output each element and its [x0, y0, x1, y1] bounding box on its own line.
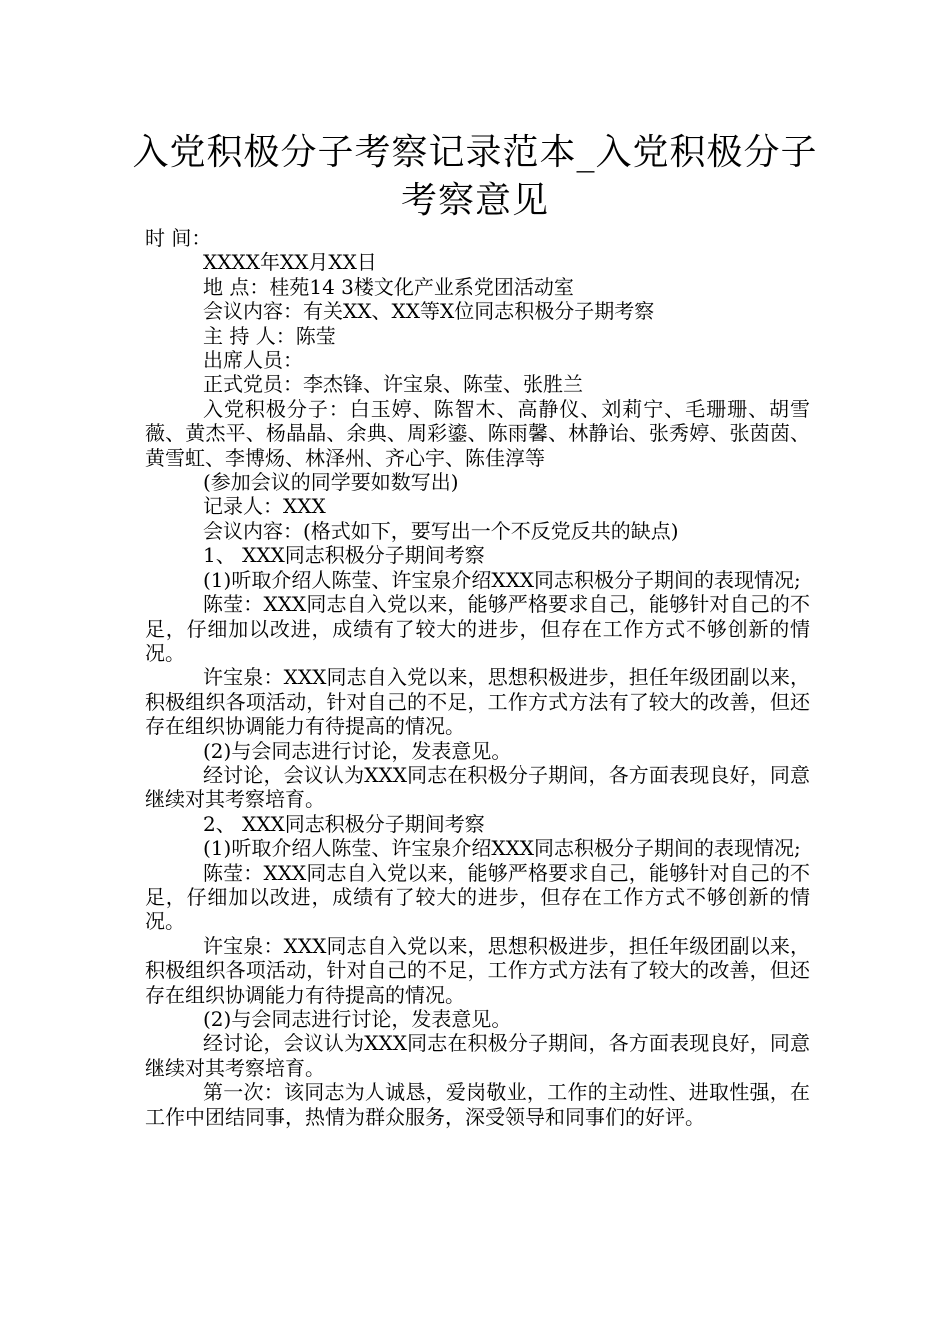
paragraph-section-1-intro: (1)听取介绍人陈莹、许宝泉介绍XXX同志积极分子期间的表现情况; — [203, 567, 801, 592]
paragraph-section-2-xu: 许宝泉：XXX同志自入党以来，思想积极进步，担任年级团副以来，积极组织各项活动，针对自己的不足，工作方式方法有了较大的改善，但还存在组织协调能力有待提高的情况。 — [145, 933, 810, 1007]
paragraph-host: 主 持 人：陈莹 — [203, 323, 336, 348]
paragraph-section-2-conclusion: 经讨论，会议认为XXX同志在积极分子期间，各方面表现良好，同意继续对其考察培育。 — [145, 1031, 810, 1080]
document-title-line2: 考察意见 — [400, 180, 549, 221]
paragraph-section-1-chen: 陈莹：XXX同志自入党以来，能够严格要求自己，能够针对自己的不足，仔细加以改进，成绩有了较大的进步，但存在工作方式不够创新的情况。 — [145, 592, 810, 665]
paragraph-section-1-heading: 1、 XXX同志积极分子期间考察 — [203, 543, 485, 568]
paragraph-recorder: 记录人：XXX — [203, 494, 326, 519]
paragraph-time-label: 时 间： — [145, 226, 212, 250]
document-body — [145, 226, 810, 1129]
paragraph-section-2-discussion: (2)与会同志进行讨论，发表意见。 — [203, 1007, 512, 1031]
paragraph-party-members: 正式党员：李杰锋、许宝泉、陈莹、张胜兰 — [203, 372, 583, 397]
paragraph-location: 地 点：桂苑14 3楼文化产业系党团活动室 — [203, 274, 574, 299]
paragraph-section-2-intro: (1)听取介绍人陈莹、许宝泉介绍XXX同志积极分子期间的表现情况; — [203, 836, 801, 861]
paragraph-section-1-conclusion: 经讨论，会议认为XXX同志在积极分子期间，各方面表现良好，同意继续对其考察培育。 — [145, 762, 810, 812]
paragraph-section-1-discussion: (2)与会同志进行讨论，发表意见。 — [203, 738, 512, 763]
paragraph-section-1-xu: 许宝泉：XXX同志自入党以来，思想积极进步，担任年级团副以来，积极组织各项活动，针对自己的不足，工作方式方法有了较大的改善，但还存在组织协调能力有待提高的情况。 — [145, 665, 810, 739]
paragraph-first-assessment: 第一次：该同志为人诚恳，爱岗敬业，工作的主动性、进取性强，在工作中团结同事，热情为群众服务，深受领导和同事们的好评。 — [145, 1080, 810, 1129]
paragraph-meeting-topic: 会议内容：有关XX、XX等X位同志积极分子期考察 — [203, 299, 655, 324]
paragraph-section-2-heading: 2、 XXX同志积极分子期间考察 — [203, 811, 485, 836]
paragraph-meeting-content: 会议内容：(格式如下，要写出一个不反党反共的缺点) — [203, 518, 679, 543]
paragraph-date: XXXX年XX月XX日 — [203, 250, 377, 275]
paragraph-note: (参加会议的同学要如数写出) — [203, 470, 459, 495]
paragraph-activists: 入党积极分子：白玉婷、陈智木、高静仪、刘莉宁、毛珊珊、胡雪薇、黄杰平、杨晶晶、余典、周彩鎏、陈雨馨、林静诒、张秀婷、张茵茵、黄雪虹、李博炀、林泽州、齐心宇、陈佳淳等 — [145, 396, 810, 470]
document-title-line1: 入党积极分子考察记录范本_入党积极分子 — [132, 132, 818, 173]
paragraph-section-2-chen: 陈莹：XXX同志自入党以来，能够严格要求自己，能够针对自己的不足，仔细加以改进，成绩有了较大的进步，但存在工作方式不够创新的情况。 — [145, 860, 810, 934]
paragraph-attendees-label: 出席人员： — [203, 348, 303, 373]
